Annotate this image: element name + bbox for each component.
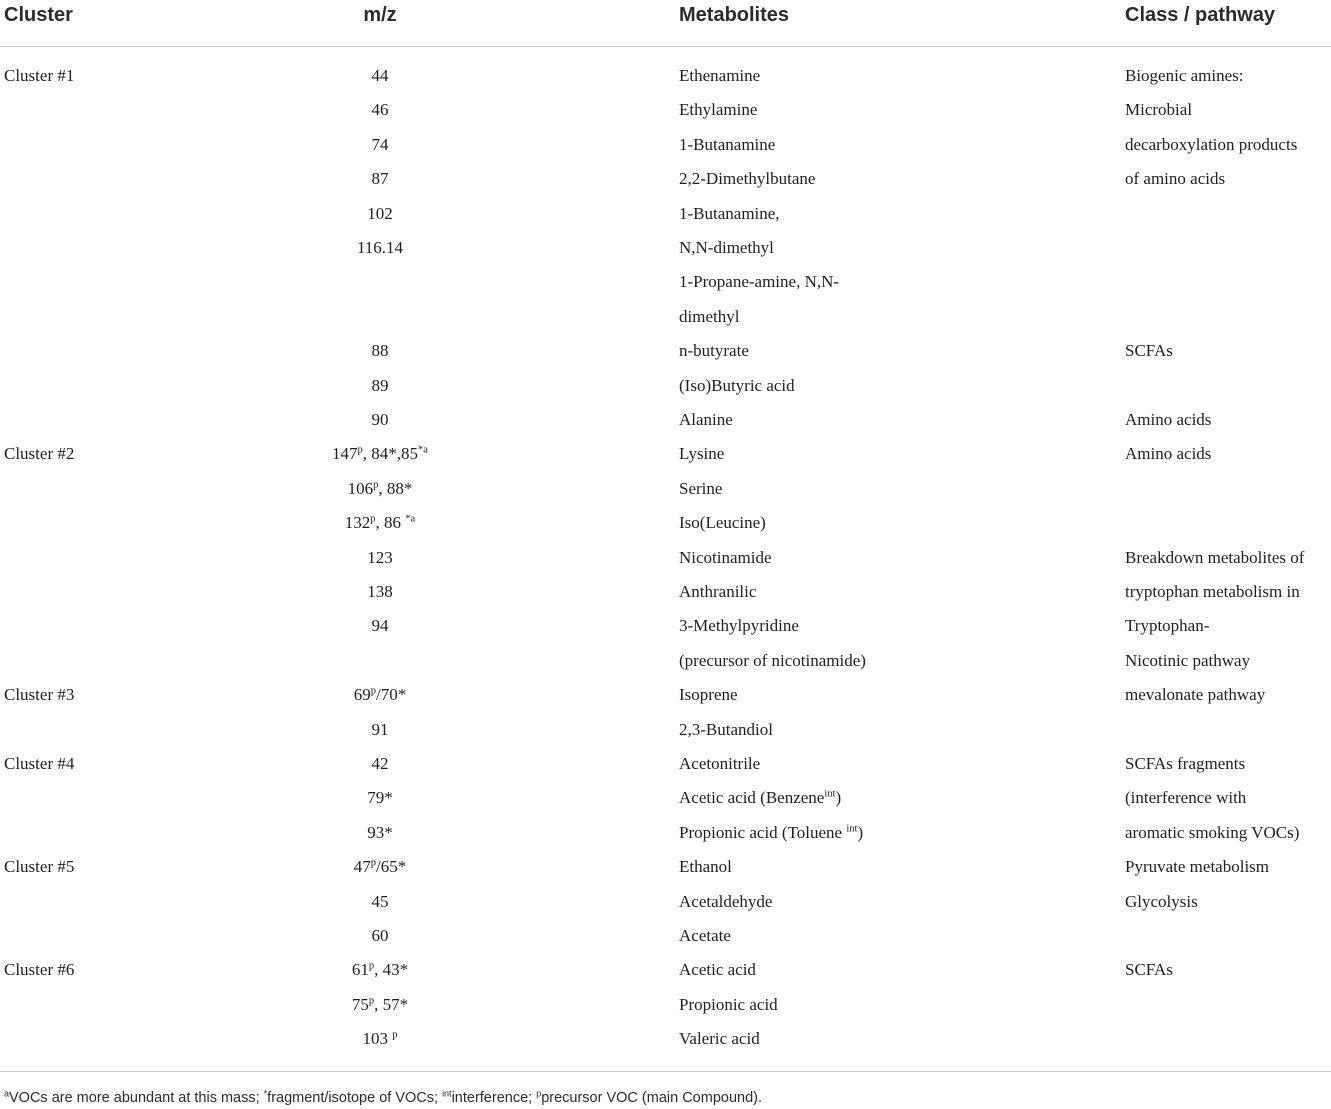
class-pathway-text: (interference with	[1125, 788, 1247, 808]
metabolite-name: Acetaldehyde	[679, 891, 773, 911]
metabolite-name: 2,2-Dimethylbutane	[679, 169, 816, 189]
cluster-label: Cluster #4	[4, 754, 75, 773]
mz-value: 89	[371, 375, 389, 395]
class-pathway-text: Microbial	[1125, 100, 1193, 120]
mz-value: 45	[371, 891, 389, 911]
metabolite-name: 1-Propane-amine, N,N-	[679, 272, 840, 292]
cluster-label: Cluster #5	[4, 857, 75, 877]
metabolite-name: n-butyrate	[679, 341, 749, 361]
metabolite-name: N,N-dimethyl	[679, 238, 774, 257]
mz-value: 90	[371, 410, 389, 429]
mz-value: 79*	[367, 788, 393, 808]
class-pathway-text: Amino acids	[1125, 410, 1212, 429]
header-rule	[0, 46, 1331, 47]
metabolite-name: Nicotinamide	[679, 547, 772, 567]
metabolite-name: Iso(Leucine)	[679, 513, 766, 533]
metabolite-name: Acetonitrile	[679, 754, 761, 773]
metabolite-name: 1-Butanamine	[679, 134, 776, 154]
metabolite-name: Isoprene	[679, 685, 738, 705]
class-pathway-text: Amino acids	[1125, 444, 1212, 464]
metabolite-name: Acetic acid (Benzene$^{int}$)	[679, 788, 842, 808]
metabolite-name: 3-Methylpyridine	[679, 616, 799, 636]
footer-rule	[0, 1071, 1331, 1072]
mz-value: 44	[371, 66, 389, 85]
class-pathway-text: mevalonate pathway	[1125, 685, 1266, 705]
class-pathway-text: Breakdown metabolites of	[1125, 547, 1305, 567]
metabolite-name: Acetate	[679, 926, 731, 945]
class-pathway-text: Pyruvate metabolism	[1125, 857, 1270, 877]
metabolite-name: Valeric acid	[679, 1029, 760, 1049]
metabolite-name: Acetic acid	[679, 960, 756, 980]
metabolite-name: (Iso)Butyric acid	[679, 375, 795, 395]
mz-value: 94	[371, 616, 389, 636]
mz-value: 69$^p$/70*	[353, 685, 407, 705]
class-pathway-text: SCFAs	[1125, 960, 1173, 980]
class-pathway-text: SCFAs fragments	[1125, 754, 1246, 773]
mz-value: 138	[367, 582, 393, 601]
class-pathway-text: Nicotinic pathway	[1125, 650, 1251, 670]
mz-value: 147$^p$, 84*,85$^{*a}$	[332, 444, 428, 464]
mz-value: 74	[371, 134, 389, 154]
class-pathway-text: decarboxylation products	[1125, 134, 1298, 154]
metabolite-name: 1-Butanamine,	[679, 203, 780, 223]
class-pathway-text: aromatic smoking VOCs)	[1125, 822, 1300, 842]
mz-value: 60	[371, 926, 389, 945]
metabolite-name: Anthranilic	[679, 582, 757, 601]
mz-value: 61$^p$, 43*	[351, 960, 409, 980]
mz-value: 132$^p$, 86 $^{*a}$	[344, 513, 416, 533]
mz-value: 123	[367, 547, 393, 567]
mz-value: 46	[371, 100, 389, 120]
header-class-pathway: Class / pathway	[1125, 4, 1276, 26]
mz-value: 91	[371, 719, 389, 739]
metabolite-name: Ethylamine	[679, 100, 758, 120]
metabolite-name: 2,3-Butandiol	[679, 719, 773, 739]
mz-value: 75$^p$, 57*	[351, 994, 409, 1014]
class-pathway-text: Biogenic amines:	[1125, 66, 1244, 85]
cluster-label: Cluster #6	[4, 960, 75, 980]
mz-value: 102	[367, 203, 393, 223]
cluster-label: Cluster #2	[4, 444, 75, 464]
metabolite-name: (precursor of nicotinamide)	[679, 650, 866, 670]
metabolite-name: Ethenamine	[679, 66, 761, 85]
mz-value: 87	[371, 169, 389, 189]
metabolite-name: Serine	[679, 478, 723, 498]
mz-value: 106$^p$, 88*	[347, 478, 413, 498]
header-mz: m/z	[363, 4, 397, 26]
class-pathway-text: Glycolysis	[1125, 891, 1198, 911]
metabolite-name: Propionic acid (Toluene $^{int}$)	[679, 822, 864, 842]
metabolite-name: Lysine	[679, 444, 725, 464]
cluster-label: Cluster #3	[4, 685, 75, 705]
metabolite-name: Propionic acid	[679, 994, 778, 1014]
mz-value: 116.14	[356, 238, 404, 257]
class-pathway-text: tryptophan metabolism in	[1125, 582, 1300, 601]
header-cluster: Cluster	[4, 4, 73, 26]
cluster-label: Cluster #1	[4, 66, 75, 85]
metabolite-name: Ethanol	[679, 857, 732, 877]
mz-value: 42	[371, 754, 389, 773]
header-metabolites: Metabolites	[679, 4, 790, 26]
class-pathway-text: Tryptophan-	[1125, 616, 1210, 636]
metabolite-name: dimethyl	[679, 306, 740, 326]
mz-value: 88	[371, 341, 389, 361]
mz-value: 93*	[367, 822, 393, 842]
mz-value: 103 $^p$	[362, 1029, 398, 1049]
metabolite-name: Alanine	[679, 410, 733, 429]
class-pathway-text: SCFAs	[1125, 341, 1173, 361]
class-pathway-text: of amino acids	[1125, 169, 1226, 189]
mz-value: 47$^p$/65*	[353, 857, 407, 877]
footnote: $^a$VOCs are more abundant at this mass; *fragment/isotope of VOCs; $^{int}$interference; $^p$precursor VOC (main Compound).	[4, 1088, 763, 1106]
